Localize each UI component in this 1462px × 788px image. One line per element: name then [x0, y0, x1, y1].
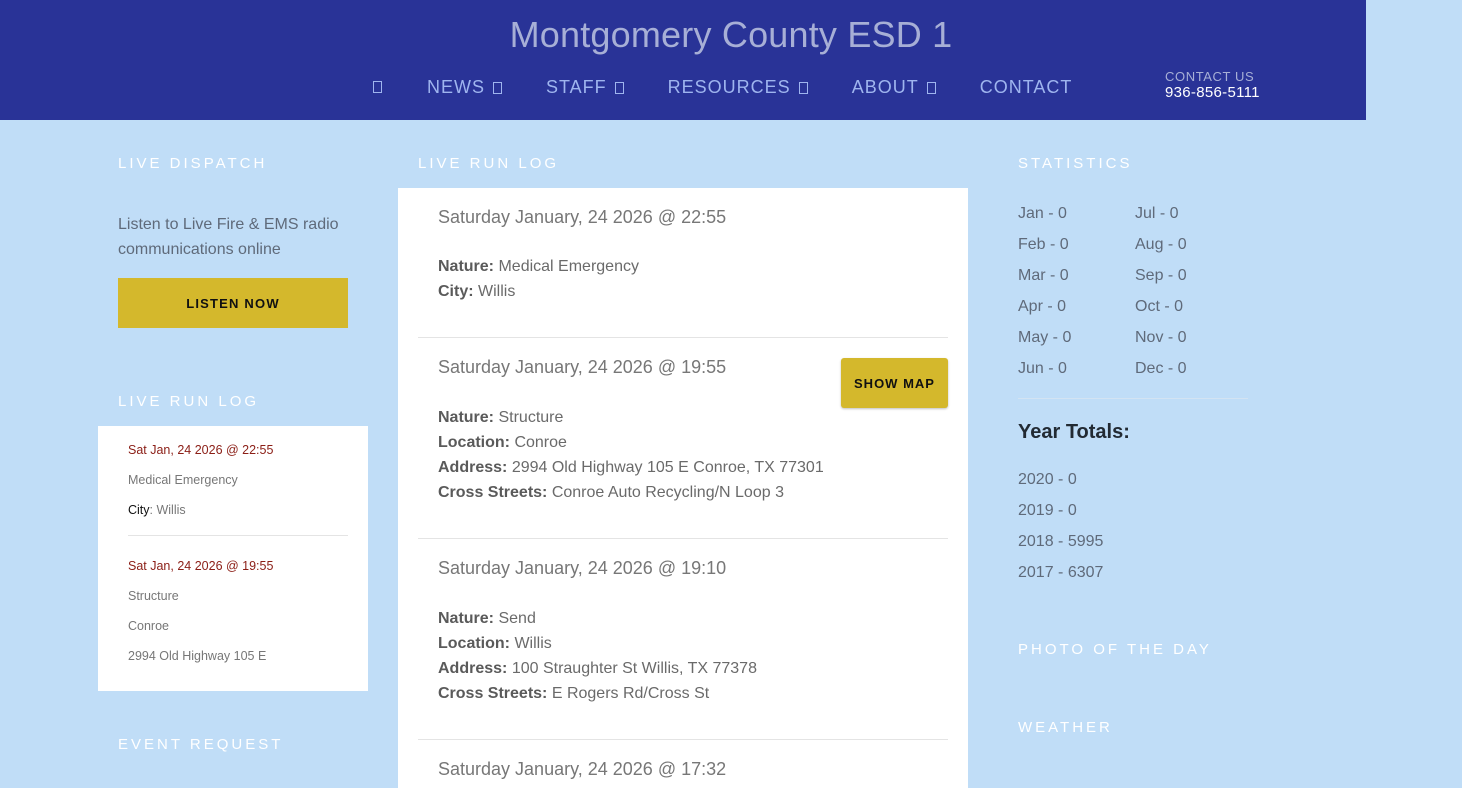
run-fields — [438, 405, 948, 505]
statistics-heading: STATISTICS — [1018, 155, 1133, 172]
event-request-heading: EVENT REQUEST — [118, 736, 284, 753]
city-label: City: — [438, 283, 474, 300]
address-value: 2994 Old Highway 105 E Conroe, TX 77301 — [511, 459, 824, 476]
stat-jun: Jun - 0 — [1018, 360, 1067, 377]
run-date: Saturday January, 24 2026 @ 19:55 — [438, 357, 727, 377]
nav-resources[interactable] — [668, 77, 808, 98]
run-location: Conroe — [128, 619, 169, 633]
chevron-down-icon — [493, 82, 502, 94]
run-entry — [418, 188, 948, 338]
run-entry — [418, 338, 948, 539]
run-date: Sat Jan, 24 2026 @ 19:55 — [128, 559, 274, 573]
main-nav — [373, 76, 1072, 98]
home-icon[interactable] — [373, 81, 382, 93]
nav-contact[interactable] — [980, 77, 1073, 98]
stat-sep: Sep - 0 — [1135, 267, 1187, 284]
cross-streets-label: Cross Streets: — [438, 484, 548, 501]
year-total-item: 2017 - 6307 — [1018, 564, 1104, 581]
cross-streets-value: Conroe Auto Recycling/N Loop 3 — [551, 484, 784, 501]
city-label: City — [128, 503, 150, 517]
run-date: Sat Jan, 24 2026 @ 22:55 — [128, 443, 274, 457]
photo-of-the-day-heading: PHOTO OF THE DAY — [1018, 641, 1212, 658]
site-title[interactable]: Montgomery County ESD 1 — [509, 14, 953, 55]
year-totals-heading: Year Totals: — [1018, 421, 1130, 443]
run-cross-streets — [438, 480, 948, 505]
run-entry — [418, 740, 948, 780]
sidebar-run-log — [98, 426, 368, 691]
run-address — [438, 656, 948, 681]
run-city: City: Willis — [128, 503, 186, 517]
nav-resources-label: RESOURCES — [667, 76, 791, 97]
nature-value: Medical Emergency — [498, 258, 639, 275]
stat-feb: Feb - 0 — [1018, 236, 1069, 253]
nav-news[interactable] — [427, 77, 502, 98]
stat-may: May - 0 — [1018, 329, 1072, 346]
run-nature — [438, 254, 948, 279]
year-total-item: 2018 - 5995 — [1018, 533, 1104, 550]
stat-oct: Oct - 0 — [1135, 298, 1184, 315]
run-location — [438, 430, 948, 455]
run-date: Saturday January, 24 2026 @ 22:55 — [438, 207, 727, 227]
stat-jul: Jul - 0 — [1135, 205, 1179, 222]
chevron-down-icon — [799, 82, 808, 94]
run-nature — [438, 606, 948, 631]
weather-heading: WEATHER — [1018, 719, 1113, 736]
year-total-item: 2020 - 0 — [1018, 471, 1077, 488]
run-nature: Structure — [128, 589, 179, 603]
main-run-log-heading: LIVE RUN LOG — [418, 155, 560, 172]
show-map-button[interactable]: SHOW MAP — [841, 358, 948, 408]
run-cross-streets — [438, 681, 948, 706]
main-run-log — [398, 188, 968, 788]
run-nature: Medical Emergency — [128, 473, 238, 487]
sidebar-run-entry[interactable] — [128, 536, 348, 671]
site-header — [0, 0, 1366, 120]
nav-about-label: ABOUT — [851, 76, 919, 97]
sidebar-run-entry[interactable] — [128, 426, 348, 536]
run-fields — [438, 606, 948, 706]
run-entry — [418, 539, 948, 740]
city-value: Willis — [478, 283, 516, 300]
location-value: Willis — [514, 635, 552, 652]
nav-about[interactable] — [852, 77, 936, 98]
run-date: Saturday January, 24 2026 @ 19:10 — [438, 558, 727, 578]
stat-aug: Aug - 0 — [1135, 236, 1187, 253]
address-value: 100 Straughter St Willis, TX 77378 — [511, 660, 757, 677]
stat-nov: Nov - 0 — [1135, 329, 1187, 346]
contact-us-block — [1165, 69, 1260, 101]
nav-staff-label: STAFF — [546, 76, 607, 97]
city-value: Willis — [156, 503, 186, 517]
run-date: Saturday January, 24 2026 @ 17:32 — [438, 759, 727, 779]
stat-mar: Mar - 0 — [1018, 267, 1069, 284]
run-nature — [438, 405, 948, 430]
nature-value: Structure — [498, 409, 564, 426]
nav-news-label: NEWS — [427, 76, 485, 97]
run-city — [438, 279, 948, 304]
stat-dec: Dec - 0 — [1135, 360, 1187, 377]
run-address — [438, 455, 948, 480]
run-address: 2994 Old Highway 105 E — [128, 649, 267, 663]
address-label: Address: — [438, 459, 508, 476]
listen-now-button[interactable]: LISTEN NOW — [118, 278, 348, 328]
nav-contact-label: CONTACT — [979, 76, 1073, 97]
monthly-stats — [1018, 200, 1218, 386]
nature-label: Nature: — [438, 610, 495, 627]
sidebar-run-log-heading: LIVE RUN LOG — [118, 393, 260, 410]
contact-us-label: CONTACT US — [1165, 69, 1255, 84]
year-totals-list — [1018, 464, 1103, 588]
cross-streets-value: E Rogers Rd/Cross St — [551, 685, 710, 702]
nature-label: Nature: — [438, 409, 495, 426]
run-fields — [438, 254, 948, 304]
nature-value: Send — [498, 610, 536, 627]
live-dispatch-heading: LIVE DISPATCH — [118, 155, 268, 172]
contact-phone[interactable]: 936-856-5111 — [1165, 84, 1260, 101]
nav-staff[interactable] — [546, 77, 624, 98]
cross-streets-label: Cross Streets: — [438, 685, 548, 702]
run-location — [438, 631, 948, 656]
stats-divider — [1018, 398, 1248, 399]
location-label: Location: — [438, 635, 510, 652]
year-total-item: 2019 - 0 — [1018, 502, 1077, 519]
chevron-down-icon — [927, 82, 936, 94]
location-label: Location: — [438, 434, 510, 451]
stat-jan: Jan - 0 — [1018, 205, 1067, 222]
live-dispatch-text: Listen to Live Fire & EMS radio communications online — [118, 216, 339, 258]
stat-apr: Apr - 0 — [1018, 298, 1067, 315]
nature-label: Nature: — [438, 258, 495, 275]
address-label: Address: — [438, 660, 508, 677]
location-value: Conroe — [514, 434, 567, 451]
chevron-down-icon — [615, 82, 624, 94]
